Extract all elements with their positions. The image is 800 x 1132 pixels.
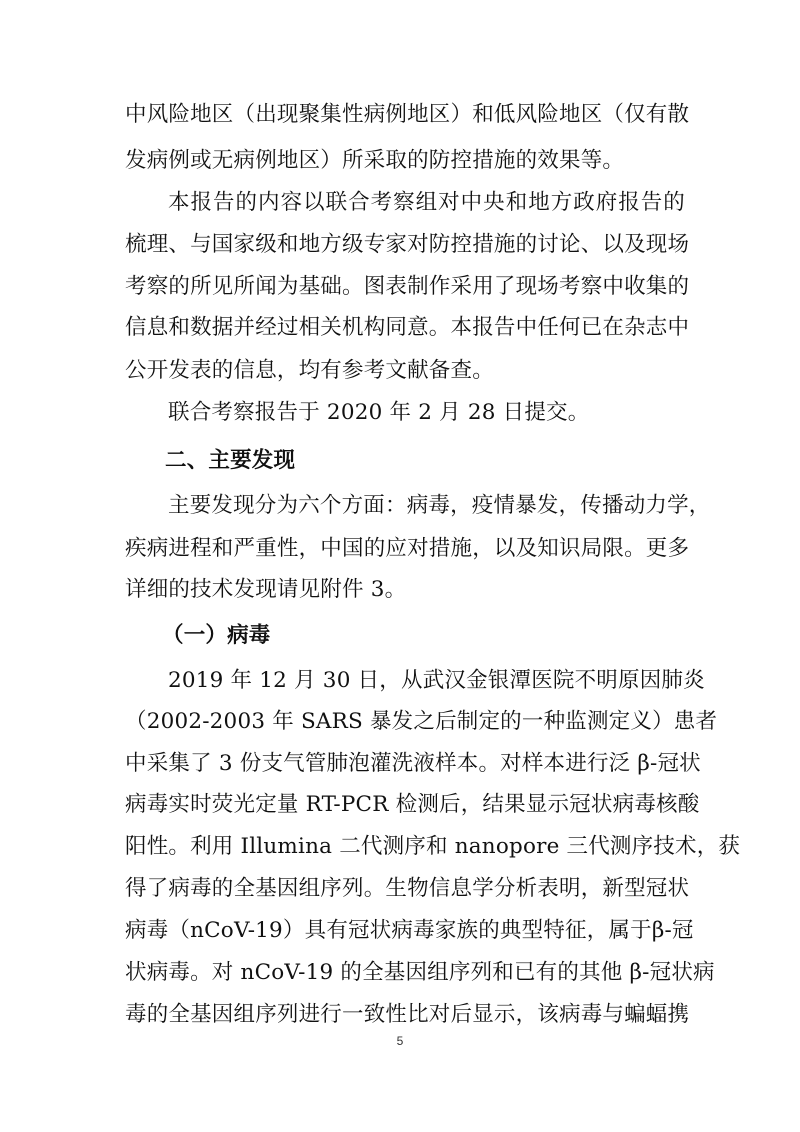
paragraph-line: 考察的所见所闻为基础。图表制作采用了现场考察中收集的 xyxy=(125,274,690,299)
paragraph-line: 阳性。利用 Illumina 二代测序和 nanopore 三代测序技术，获 xyxy=(125,834,741,859)
submission-date-line: 联合考察报告于 2020 年 2 月 28 日提交。 xyxy=(168,400,590,425)
paragraph-line: 公开发表的信息，均有参考文献备查。 xyxy=(125,358,494,383)
subsection-heading: （一）病毒 xyxy=(162,623,271,648)
paragraph-line: 中风险地区（出现聚集性病例地区）和低风险地区（仅有散 xyxy=(125,102,690,127)
paragraph-line: 主要发现分为六个方面：病毒，疫情暴发，传播动力学， xyxy=(168,493,711,518)
paragraph-line: 详细的技术发现请见附件 3。 xyxy=(125,577,407,602)
paragraph-line: 梳理、与国家级和地方级专家对防控措施的讨论、以及现场 xyxy=(125,232,690,257)
paragraph-line: 中采集了 3 份支气管肺泡灌洗液样本。对样本进行泛 β-冠状 xyxy=(125,751,701,776)
section-heading: 二、主要发现 xyxy=(165,448,296,473)
paragraph-line: （2002-2003 年 SARS 暴发之后制定的一种监测定义）患者 xyxy=(125,709,718,734)
page-number: 5 xyxy=(396,1034,404,1048)
paragraph-line: 状病毒。对 nCoV-19 的全基因组序列和已有的其他 β-冠状病 xyxy=(125,960,715,985)
paragraph-line: 本报告的内容以联合考察组对中央和地方政府报告的 xyxy=(168,190,685,215)
paragraph-line: 病毒（nCoV-19）具有冠状病毒家族的典型特征，属于β-冠 xyxy=(125,918,694,943)
paragraph-line: 疾病进程和严重性，中国的应对措施，以及知识局限。更多 xyxy=(125,536,690,561)
paragraph-line: 病毒实时荧光定量 RT-PCR 检测后，结果显示冠状病毒核酸 xyxy=(125,792,700,817)
paragraph-line: 得了病毒的全基因组序列。生物信息学分析表明，新型冠状 xyxy=(125,876,690,901)
paragraph-line: 2019 年 12 月 30 日，从武汉金银潭医院不明原因肺炎 xyxy=(168,668,705,693)
paragraph-line: 毒的全基因组序列进行一致性比对后显示，该病毒与蝙蝠携 xyxy=(125,1002,690,1027)
paragraph-line: 发病例或无病例地区）所采取的防控措施的效果等。 xyxy=(125,148,625,173)
paragraph-line: 信息和数据并经过相关机构同意。本报告中任何已在杂志中 xyxy=(125,315,690,340)
